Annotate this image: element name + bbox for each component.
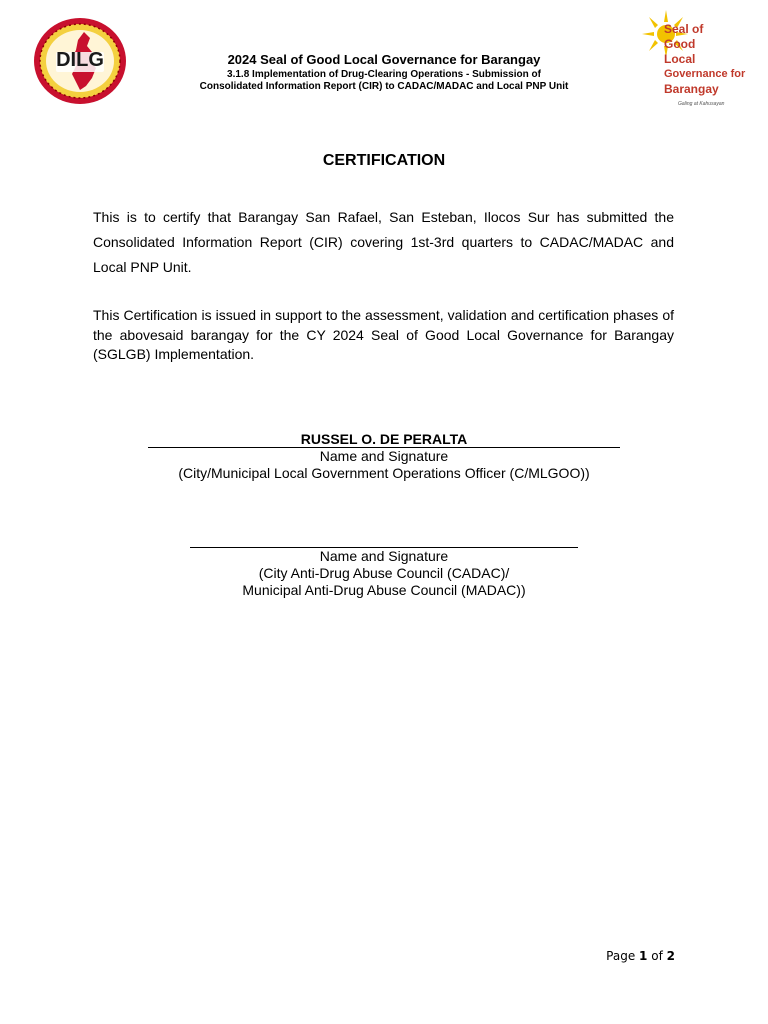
signatory1-caption: Name and Signature <box>319 448 449 464</box>
sglgb-line-2: Good <box>664 37 696 51</box>
page-total: 2 <box>666 949 675 963</box>
sglgb-tagline: Galing at Kahusayan <box>678 101 725 107</box>
signatory1-name: RUSSEL O. DE PERALTA <box>300 431 468 447</box>
page-word: Page <box>606 949 636 963</box>
page-current: 1 <box>639 949 648 963</box>
page-number <box>606 949 675 963</box>
certification-paragraph-2: This Certification is issued in support to the assessment, validation and certification phases of the abovesaid barangay for the CY 2024 Seal of Good Local Governance for Barangay (SGLGB) Implementation. <box>93 307 674 362</box>
signatory2-role-line1: (City Anti-Drug Abuse Council (CADAC)/ <box>258 565 510 581</box>
sglgb-line-4: Governance for <box>664 68 746 80</box>
header-subtitle-line1: 3.1.8 Implementation of Drug-Clearing Operations - Submission of <box>227 69 541 80</box>
page-of-word: of <box>651 949 663 963</box>
header-title: 2024 Seal of Good Local Governance for Barangay <box>227 52 541 67</box>
dilg-logo-text: DILG <box>56 49 104 71</box>
certification-title: CERTIFICATION <box>322 152 446 169</box>
header-subtitle-line2: Consolidated Information Report (CIR) to CADAC/MADAC and Local PNP Unit <box>199 81 569 92</box>
sglgb-line-1: Seal of <box>664 22 704 36</box>
sglgb-wordmark <box>664 22 745 97</box>
dilg-logo <box>32 16 128 106</box>
sglgb-line-5: Barangay <box>664 82 719 96</box>
sglgb-line-3: Local <box>664 52 696 66</box>
certification-paragraph-1: This is to certify that Barangay San Rafael, San Esteban, Ilocos Sur has submitted the Consolidated Information Report (CIR) covering 1st-3rd quarters to CADAC/MADAC and Local PNP Unit. <box>93 209 674 275</box>
sglgb-logo <box>642 8 754 112</box>
signatory1-role: (City/Municipal Local Government Operations Officer (C/MLGOO)) <box>178 465 590 481</box>
signatory2-caption: Name and Signature <box>319 548 449 564</box>
signatory2-role-line2: Municipal Anti-Drug Abuse Council (MADAC)) <box>242 582 526 598</box>
